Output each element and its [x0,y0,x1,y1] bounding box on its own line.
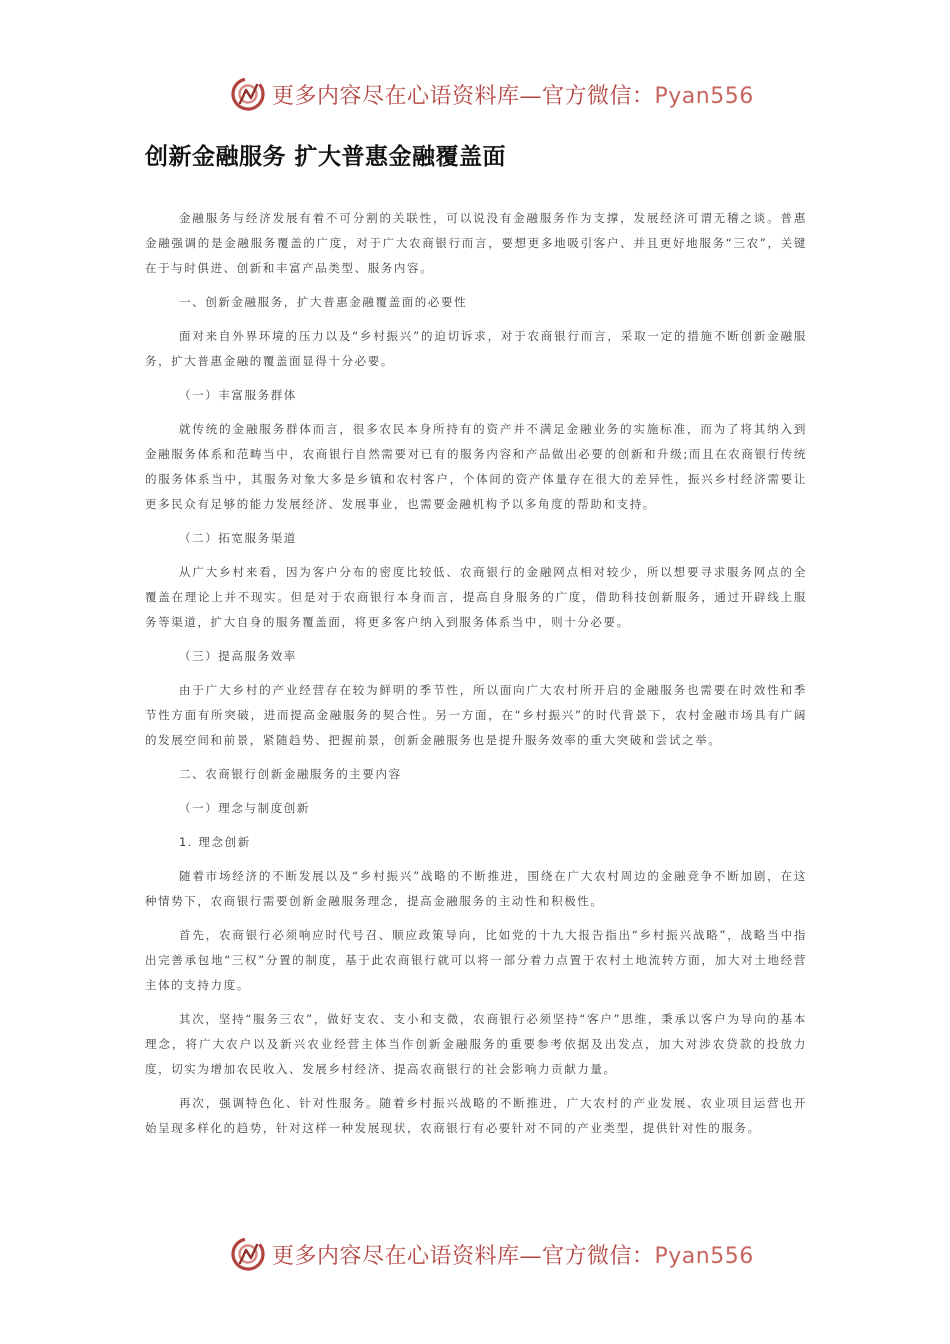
logo-icon [230,76,266,112]
paragraph: 金融服务与经济发展有着不可分割的关联性，可以说没有金融服务作为支撑，发展经济可谓无稽之谈。普惠金融强调的是金融服务覆盖的广度，对于广大农商银行而言，要想更多地吸引客户、并且更好地服务“三农”，关键在于与时俱进、创新和丰富产品类型、服务内容。 [145,211,807,275]
article-title: 创新金融服务 扩大普惠金融覆盖面 [145,144,507,170]
paragraph: 再次，强调特色化、针对性服务。随着乡村振兴战略的不断推进，广大农村的产业发展、农业项目运营也开始呈现多样化的趋势，针对这样一种发展现状，农商银行有必要针对不同的产业类型，提供针对性的服务。 [145,1096,807,1135]
wechat-id: Pyan556 [654,83,754,109]
paragraph: 由于广大乡村的产业经营存在较为鲜明的季节性，所以面向广大农村所开启的金融服务也需要在时效性和季节性方面有所突破，进而提高金融服务的契合性。另一方面，在“乡村振兴”的时代背景下，农村金融市场具有广阔的发展空间和前景，紧随趋势、把握前景，创新金融服务也是提升服务效率的重大突破和尝试之举。 [145,683,807,747]
paragraph: 面对来自外界环境的压力以及“乡村振兴”的迫切诉求，对于农商银行而言，采取一定的措施不断创新金融服务，扩大普惠金融的覆盖面显得十分必要。 [145,329,807,368]
logo-icon [230,1236,266,1272]
watermark-banner-bottom [230,1232,754,1276]
watermark-banner-top [230,72,754,116]
article-body [145,206,807,1141]
subsection-heading: （一）理念与制度创新 [179,801,310,815]
paragraph: 首先，农商银行必须响应时代号召、顺应政策导向，比如党的十九大报告指出“乡村振兴战略”，战略当中指出完善承包地“三权”分置的制度，基于此农商银行就可以将一部分着力点置于农村土地流转方面，加大对土地经营主体的支持力度。 [145,928,807,992]
subsection-heading: （一）丰富服务群体 [179,388,297,402]
paragraph: 其次，坚持“服务三农”，做好支农、支小和支微，农商银行必须坚持“客户”思维，秉承以客户为导向的基本理念，将广大农户以及新兴农业经营主体当作创新金融服务的重要参考依据及出发点，加大对涉农贷款的投放力度，切实为增加农民收入、发展乡村经济、提高农商银行的社会影响力贡献力量。 [145,1012,807,1076]
wechat-id: Pyan556 [654,1243,754,1269]
watermark-text: 更多内容尽在心语资料库—官方微信： [272,83,655,109]
watermark-text: 更多内容尽在心语资料库—官方微信： [272,1243,655,1269]
section-heading: 二、农商银行创新金融服务的主要内容 [179,767,402,781]
section-heading: 一、创新金融服务，扩大普惠金融覆盖面的必要性 [179,295,468,309]
item-heading: 1. 理念创新 [179,835,251,849]
paragraph: 从广大乡村来看，因为客户分布的密度比较低、农商银行的金融网点相对较少，所以想要寻求服务网点的全覆盖在理论上并不现实。但是对于农商银行本身而言，提高自身服务的广度，借助科技创新服务，通过开辟线上服务等渠道，扩大自身的服务覆盖面，将更多客户纳入到服务体系当中，则十分必要。 [145,565,807,629]
subsection-heading: （二）拓宽服务渠道 [179,531,297,545]
subsection-heading: （三）提高服务效率 [179,649,297,663]
paragraph: 就传统的金融服务群体而言，很多农民本身所持有的资产并不满足金融业务的实施标准，而为了将其纳入到金融服务体系和范畴当中，农商银行自然需要对已有的服务内容和产品做出必要的创新和升级;而且在农商银行传统的服务体系当中，其服务对象大多是乡镇和农村客户，个体间的资产体量存在很大的差异性，振兴乡村经济需要让更多民众有足够的能力发展经济、发展事业，也需要金融机构予以多角度的帮助和支持。 [145,422,807,511]
paragraph: 随着市场经济的不断发展以及“乡村振兴”战略的不断推进，围绕在广大农村周边的金融竞争不断加剧，在这种情势下，农商银行需要创新金融服务理念，提高金融服务的主动性和积极性。 [145,869,807,908]
